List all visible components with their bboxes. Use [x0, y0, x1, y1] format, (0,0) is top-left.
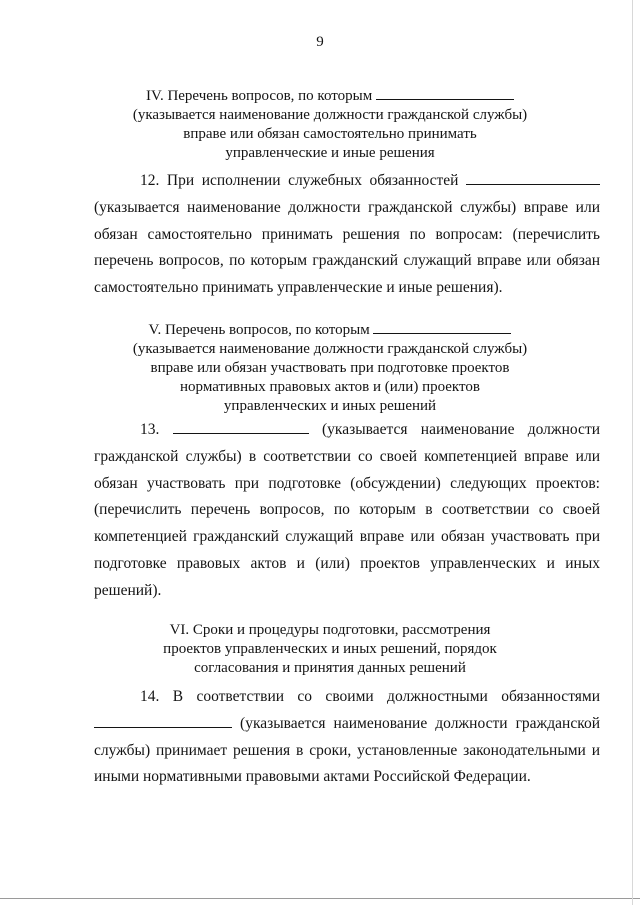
paragraph-line: 14. В соответствии со своими должностными обязанностями — [140, 688, 600, 705]
paragraph-text: (указывается наименование должности гражданской — [240, 714, 600, 732]
heading-line: согласования и принятия данных решений — [194, 660, 466, 676]
blank-line — [466, 171, 600, 185]
paragraph-line: (перечислить перечень вопросов, по которым в соответствии со своей — [94, 501, 600, 519]
heading-line: (указывается наименование должности гражданской службы) — [132, 107, 528, 123]
heading-line — [60, 86, 600, 106]
paragraph-text: 12. При исполнении служебных обязанностей — [140, 172, 459, 189]
paragraph-text: (указывается наименование должности — [322, 421, 600, 438]
section-iv-heading — [60, 86, 600, 163]
paragraph-line: самостоятельно принимать управленческие и иные решения). — [94, 279, 503, 297]
paragraph-line: компетенцией гражданский служащий вправе или обязан участвовать при — [94, 528, 600, 546]
paragraph-line — [94, 417, 600, 444]
paragraph-line: обязан участвовать при подготовке (обсуждении) следующих проектов: — [94, 474, 600, 492]
heading-line: управленческие и иные решения — [225, 145, 435, 161]
paragraph-line: перечень вопросов, по которым гражданский служащий вправе или обязан — [94, 252, 600, 270]
paragraph-12 — [94, 168, 600, 302]
paragraph-line: обязан самостоятельно принимать решения по вопросам: (перечислить — [94, 225, 600, 243]
section-v-heading — [60, 320, 600, 416]
heading-line: проектов управленческих и иных решений, порядок — [163, 641, 497, 657]
blank-line — [376, 86, 514, 100]
heading-line — [60, 320, 600, 340]
paragraph-line — [94, 168, 600, 195]
page-right-edge — [632, 0, 633, 905]
paragraph-line: (указывается наименование должности гражданской службы) вправе или — [94, 198, 600, 216]
heading-line: вправе или обязан участвовать при подготовке проектов — [150, 360, 510, 376]
paragraph-line — [94, 711, 600, 738]
page-number: 9 — [316, 34, 324, 50]
blank-line — [173, 420, 309, 434]
page-bottom-edge — [0, 898, 640, 899]
heading-text: IV. Перечень вопросов, по которым — [146, 88, 373, 104]
heading-text: V. Перечень вопросов, по которым — [148, 322, 370, 338]
heading-line: нормативных правовых актов и (или) проектов — [180, 379, 480, 395]
paragraph-line: подготовке правовых актов и (или) проектов управленческих и иных — [94, 554, 600, 572]
section-vi-heading — [60, 621, 600, 678]
heading-line: вправе или обязан самостоятельно принимать — [183, 126, 477, 142]
paragraph-line: иными нормативными правовыми актами Российской Федерации. — [94, 768, 531, 786]
paragraph-13 — [94, 417, 600, 605]
paragraph-14 — [94, 684, 600, 791]
heading-line: управленческих и иных решений — [223, 398, 437, 414]
paragraph-line: гражданской службы) в соответствии со своей компетенцией вправе или — [94, 447, 600, 465]
paragraph-line: решений). — [94, 581, 162, 599]
paragraph-number: 13. — [140, 421, 160, 438]
blank-line — [94, 714, 232, 728]
heading-line: VI. Сроки и процедуры подготовки, рассмотрения — [169, 622, 491, 638]
paragraph-line: службы) принимает решения в сроки, установленные законодательными и — [94, 741, 600, 759]
blank-line — [373, 320, 511, 334]
heading-line: (указывается наименование должности гражданской службы) — [132, 341, 528, 357]
